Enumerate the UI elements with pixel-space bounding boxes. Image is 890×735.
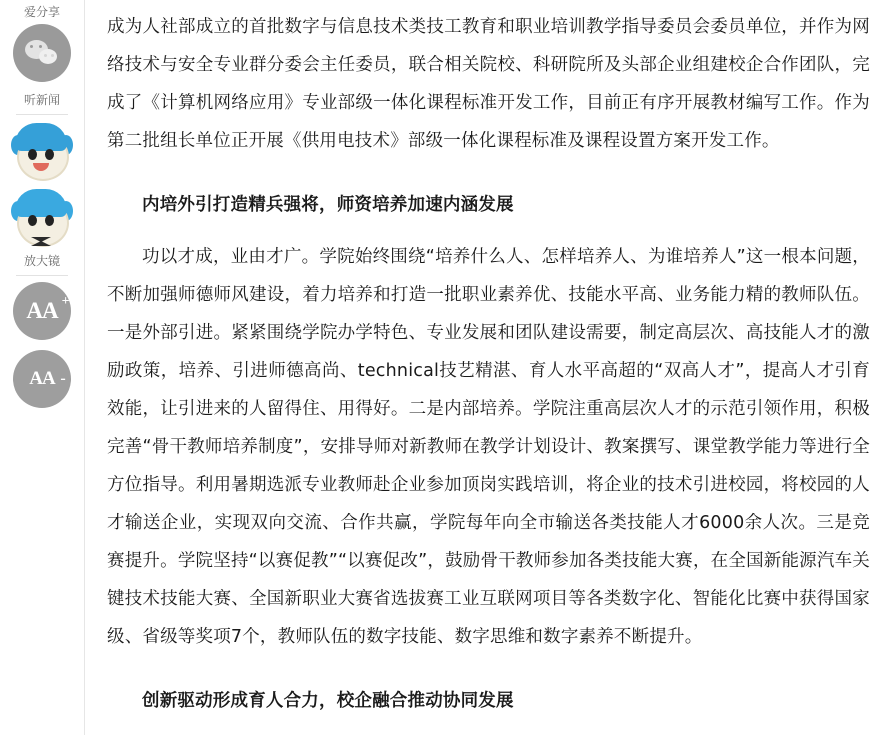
clipped-top-line-text: [107, 0, 870, 10]
listen-news-label: 听新闻: [23, 93, 60, 107]
article-body: [84, 0, 890, 735]
section-heading-2: 创新驱动形成育人合力，校企融合推动协同发展: [142, 691, 514, 711]
section-heading-1: 内培外引打造精兵强将，师资培养加速内涵发展: [142, 195, 514, 215]
sidebar-divider-2: [16, 275, 68, 276]
font-decrease-button[interactable]: [13, 350, 71, 408]
font-decrease-text: AA: [29, 368, 55, 389]
magnifier-label: 放大镜: [23, 254, 60, 268]
paragraph-2: 功以才成，业由才广。学院始终围绕“培养什么人、怎样培养人、为谁培养人”这一根本问题，不断加强师德师风建设，着力培养和打造一批职业素养优、技能水平高、业务能力精的教师队伍。一是外部引进。紧紧围绕学院办学特色、专业发展和团队建设需要，制定高层次、高技能人才的激励政策，培养、引进师德高尚、technical技艺精湛、育人水平高超的“双高人才”，提高人才引育效能，让引进来的人留得住、用得好。二是内部培养。学院注重高层次人才的示范引领作用，积极完善“骨干教师培养制度”，安排导师对新教师在教学计划设计、教案撰写、课堂教学能力等进行全方位指导。利用暑期选派专业教师赴企业参加顶岗实践培训，将企业的技术引进校园，将校园的人才输送企业，实现双向交流、合作共赢，学院每年向全市输送各类技能人才6000余人次。三是竞赛提升。学院坚持“以赛促教”“以赛促改”，鼓励骨干教师参加各类技能大赛，在全国新能源汽车关键技术技能大赛、全国新职业大赛省选拔赛工业互联网项目等各类数字化、智能化比赛中获得国家级、省级等奖项7个，教师队伍的数字技能、数字思维和数字素养不断提升。: [107, 247, 870, 647]
share-label: 爱分享: [23, 5, 60, 19]
sidebar-divider-1: [16, 114, 68, 115]
font-increase-text: AA: [26, 298, 58, 323]
article-content: [107, 8, 870, 720]
share-sidebar: [0, 0, 84, 735]
minus-icon: -: [60, 370, 65, 387]
plus-icon: +: [61, 294, 69, 309]
mascot-icon-2: [11, 187, 73, 249]
font-decrease-label: [29, 368, 65, 390]
font-increase-button[interactable]: [13, 282, 71, 340]
font-increase-label: [26, 294, 69, 324]
wechat-icon: [25, 40, 59, 66]
mascot-icon-1: [11, 121, 73, 183]
clipped-top-line: [107, 0, 870, 8]
paragraph-1: 成为人社部成立的首批数字与信息技术类技工教育和职业培训教学指导委员会委员单位，并作为网络技术与安全专业群分委会主任委员，联合相关院校、科研院所及头部企业组建校企合作团队，完成了《计算机网络应用》专业部级一体化课程标准开发工作，目前正有序开展教材编写工作。作为第二批组长单位正开展《供用电技术》部级一体化课程标准及课程设置方案开发工作。: [107, 17, 870, 151]
wechat-share-button[interactable]: [13, 24, 71, 82]
